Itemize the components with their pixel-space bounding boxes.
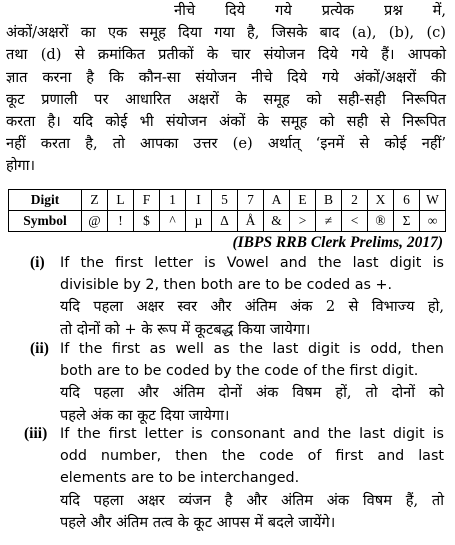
instruction-line: तथा (d) से क्रमांकित प्रतीकों के चार संयोजन दिये गये हैं। आपको [6,46,446,64]
instruction-line: कूट प्रणाली पर आधारित अक्षरों के समूह को सही-सही निरूपित [6,90,446,108]
digit-cell: L [108,190,134,211]
symbol-row [9,211,446,232]
symbol-cell: > [290,211,316,232]
symbol-cell: Σ [394,211,420,232]
condition-number: (ii) [30,340,49,357]
digit-cell: B [316,190,342,211]
instructions-paragraph [6,0,446,178]
symbol-cell: $ [134,211,160,232]
symbol-cell: ^ [160,211,186,232]
instruction-line: ज्ञात करना है कि कौन-सा संयोजन नीचे दिये गये अंकों/अक्षरों की [6,68,446,86]
condition-hindi: यदि पहला अक्षर व्यंजन है और अंतिम अंक विषम हैं, तो [60,491,444,509]
digit-cell: 1 [160,190,186,211]
symbol-cell: ! [108,211,134,232]
condition-english: both are to be coded by the code of the first digit. [60,363,419,380]
digit-cell: 7 [238,190,264,211]
digit-cell: E [290,190,316,211]
symbol-cell: @ [82,211,108,232]
symbol-cell: < [342,211,368,232]
digit-cell: W [420,190,446,211]
condition-number: (iii) [24,425,48,442]
digit-cell: 2 [342,190,368,211]
condition-hindi: पहले और अंतिम तत्व के कूट आपस में बदले जायेंगे। [60,513,336,531]
instruction-line: नीचे दिये गये प्रत्येक प्रश्न में, [174,2,446,19]
digit-cell: 5 [212,190,238,211]
condition-english: If the first as well as the last digit is odd, then [60,341,444,357]
digit-row [9,190,446,211]
symbol-label: Symbol [9,211,82,232]
symbol-cell: ∞ [420,211,446,232]
condition-english: divisible by 2, then both are to be coded as +. [60,277,393,294]
digit-cell: X [368,190,394,211]
instruction-line: नहीं करता है, तो आपका उत्तर (e) अर्थात् ‘इनमें से कोई नहीं’ [6,135,446,153]
condition-hindi: तो दोनों को + के रूप में कूटबद्ध किया जायेगा। [60,320,311,338]
digit-cell: F [134,190,160,211]
digit-cell: I [186,190,212,211]
condition-hindi: यदि पहला अक्षर स्वर और अंतिम अंक 2 से विभाज्य हो, [60,298,444,316]
symbol-cell: Å [238,211,264,232]
digit-cell: A [264,190,290,211]
instruction-line: अंकों/अक्षरों का एक समूह दिया गया है, जिसके बाद (a), (b), (c) [6,24,446,42]
symbol-cell: ® [368,211,394,232]
symbol-cell: µ [186,211,212,232]
condition-english: odd number, then the code of first and last [60,448,444,465]
digit-label: Digit [9,190,82,211]
condition-english: elements are to be interchanged. [60,470,300,487]
condition-english: If the first letter is consonant and the last digit is [60,426,444,442]
source-citation: (IBPS RRB Clerk Prelims, 2017) [232,234,443,251]
instruction-line: होगा। [6,157,36,175]
condition-hindi: पहले अंक का कूट दिया जायेगा। [60,406,230,424]
symbol-cell: ≠ [316,211,342,232]
instruction-line: करता है। यदि कोई भी संयोजन अंकों के समूह को सही से निरूपित [6,113,446,131]
condition-english: If the first letter is Vowel and the last digit is [60,255,444,271]
condition-number: (i) [30,254,45,271]
code-table [8,189,446,232]
condition-hindi: यदि पहला और अंतिम दोनों अंक विषम हों, तो दोनों को [60,384,444,402]
digit-cell: Z [82,190,108,211]
symbol-cell: & [264,211,290,232]
digit-cell: 6 [394,190,420,211]
symbol-cell: Δ [212,211,238,232]
